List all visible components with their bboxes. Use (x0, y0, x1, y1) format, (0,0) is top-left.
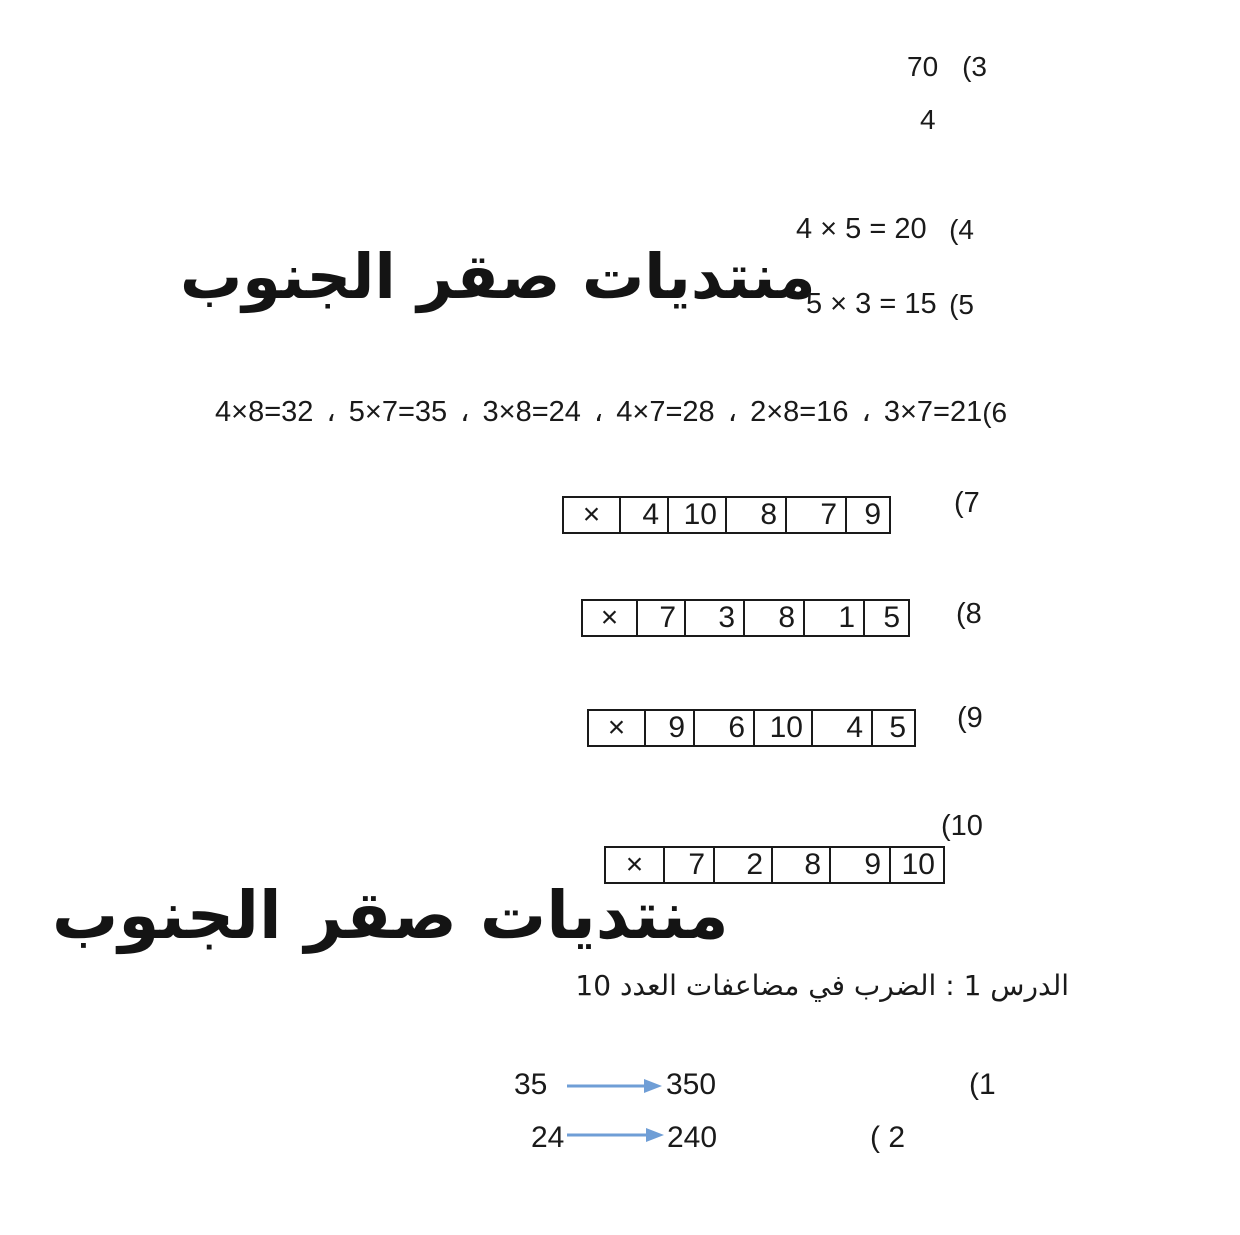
answer-equation: 3×8=24 (482, 396, 581, 428)
watermark-text: منتديات صقر الجنوب (180, 240, 816, 313)
table-cell: 5 (871, 711, 914, 745)
table-cell: 7 (663, 848, 713, 882)
table-cell: 9 (845, 498, 889, 532)
arabic-comma-separator: ، (460, 396, 470, 428)
question-number-label: (1 (969, 1068, 996, 1101)
watermark-text: منتديات صقر الجنوب (52, 877, 729, 954)
table-cell: 10 (753, 711, 811, 745)
question-number-label: (7 (954, 487, 980, 519)
answer-equation: 5 × 3 = 15 (806, 288, 937, 320)
question-number-label: (8 (956, 598, 982, 630)
answer-row-6 (215, 396, 1008, 428)
mapping-to-value: 350 (666, 1068, 717, 1101)
multiplication-table-7 (562, 496, 891, 534)
table-cell: 3 (684, 601, 743, 635)
mapping-from-value: 24 (531, 1121, 565, 1154)
multiplication-table-8 (581, 599, 910, 637)
table-cell: 7 (785, 498, 845, 532)
table-cell: 10 (889, 848, 943, 882)
answer-equation: 4×7=28 (616, 396, 715, 428)
answer-equation-list (215, 398, 982, 427)
table-cell: 9 (644, 711, 693, 745)
table-cell-operator: × (600, 601, 619, 634)
answer-equation: 3×7=21 (883, 396, 983, 428)
question-number-label: (6 (982, 396, 1008, 428)
arrow-right-icon (566, 1126, 664, 1144)
question-number-label: (10 (941, 810, 983, 842)
arabic-comma-separator: ، (861, 396, 871, 428)
mapping-to-value: 240 (667, 1121, 718, 1154)
table-cell-operator: × (582, 498, 601, 531)
question-number-label: (5 (949, 288, 974, 320)
table-cell: 4 (811, 711, 871, 745)
arabic-comma-separator: ، (326, 396, 336, 428)
arabic-comma-separator: ، (727, 396, 738, 428)
question-number-label: (4 (949, 213, 974, 245)
mapping-from-value: 35 (514, 1068, 548, 1101)
question-number-label: (9 (957, 702, 983, 734)
table-cell: 8 (743, 601, 803, 635)
table-cell-operator: × (625, 848, 644, 881)
table-cell: 5 (863, 601, 908, 635)
table-cell: 4 (619, 498, 667, 532)
answer-equation: 5×7=35 (348, 396, 448, 428)
arrow-right-icon (566, 1077, 662, 1095)
table-cell: 9 (829, 848, 889, 882)
table-cell: 8 (725, 498, 785, 532)
table-cell: 2 (713, 848, 771, 882)
table-cell: 8 (771, 848, 829, 882)
answer-extra-value: 4 (920, 104, 936, 135)
lesson-title: الدرس 1 : الضرب في مضاعفات العدد 10 (575, 969, 1069, 1002)
answer-row-4 (796, 215, 974, 244)
question-number-label: (3 (962, 51, 987, 82)
table-cell: 6 (693, 711, 753, 745)
answer-equation: 2×8=16 (750, 396, 849, 428)
answer-equation: 4×8=32 (215, 396, 314, 428)
table-cell: 10 (667, 498, 725, 532)
question-number-label: ( 2 (870, 1121, 906, 1154)
table-cell: 1 (803, 601, 863, 635)
table-cell: 7 (636, 601, 684, 635)
multiplication-table-9 (587, 709, 916, 747)
answer-value: 70 (907, 51, 939, 82)
arabic-comma-separator: ، (593, 396, 604, 428)
table-cell-operator: × (607, 711, 626, 744)
answer-row-5 (806, 290, 974, 319)
answer-equation: 4 × 5 = 20 (796, 213, 927, 245)
answer-row-3 (907, 53, 987, 81)
